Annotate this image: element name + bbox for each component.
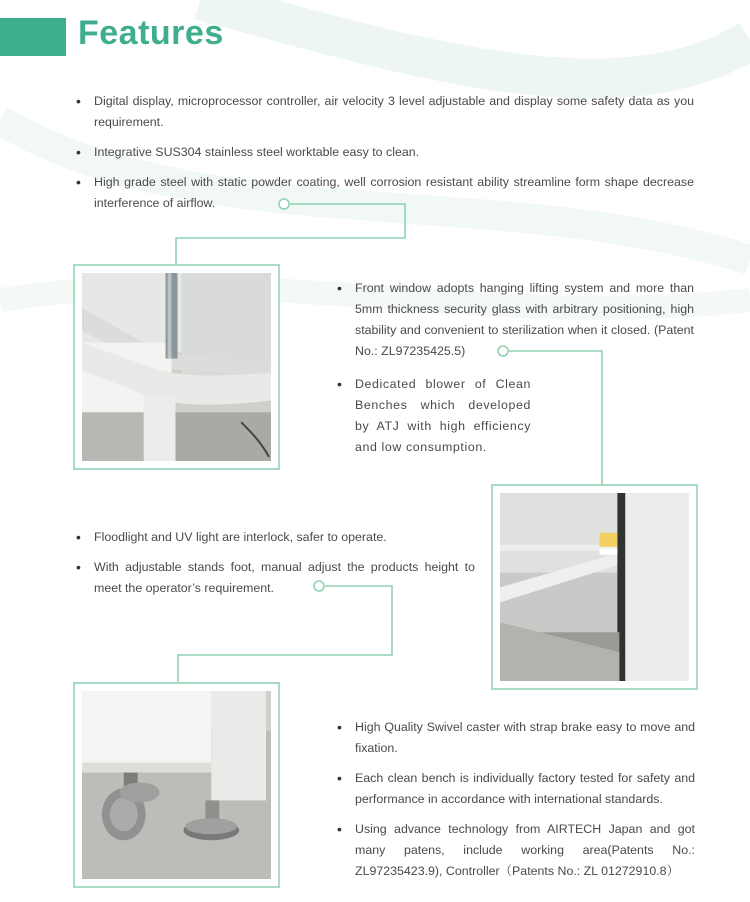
list-item: • With adjustable stands foot, manual adjust the products height to meet the operator’s requirement. — [76, 557, 475, 599]
photo-frame-worktable — [73, 264, 280, 470]
list-item: • High Quality Swivel caster with strap brake easy to move and fixation. — [337, 717, 695, 759]
front-window-photo — [500, 493, 689, 681]
page-title: Features — [78, 14, 224, 52]
list-item: • Floodlight and UV light are interlock, safer to operate. — [76, 527, 475, 548]
list-item: • Dedicated blower of Clean Benches which developed by ATJ with high efficiency and low consumption. — [337, 374, 531, 458]
list-item: • Front window adopts hanging lifting system and more than 5mm thickness security glass with arbitrary positioning, high stability and convenient to sterilization when it closed. (Patent No.: ZL97235425.5) — [337, 278, 694, 362]
title-accent-bar — [0, 18, 66, 56]
list-item: • Each clean bench is individually factory tested for safety and performance in accordance with international standards. — [337, 768, 695, 810]
feature-list-4 — [337, 717, 695, 891]
caster-wheel-photo — [82, 691, 271, 879]
photo-frame-caster — [73, 682, 280, 888]
feature-list-1 — [76, 91, 694, 223]
list-item: • Using advance technology from AIRTECH Japan and got many patens, include working area(Patents No.: ZL97235423.9), Controller（Patents No.: ZL 01272910.8） — [337, 819, 695, 882]
worktable-corner-photo — [82, 273, 271, 461]
feature-list-2 — [337, 278, 694, 467]
list-item: • High grade steel with static powder coating, well corrosion resistant ability streamline form shape decrease interference of airflow. — [76, 172, 694, 214]
photo-frame-front-window — [491, 484, 698, 690]
feature-list-3 — [76, 527, 475, 608]
list-item: • Digital display, microprocessor controller, air velocity 3 level adjustable and display some safety data as you requirement. — [76, 91, 694, 133]
list-item: • Integrative SUS304 stainless steel worktable easy to clean. — [76, 142, 694, 163]
